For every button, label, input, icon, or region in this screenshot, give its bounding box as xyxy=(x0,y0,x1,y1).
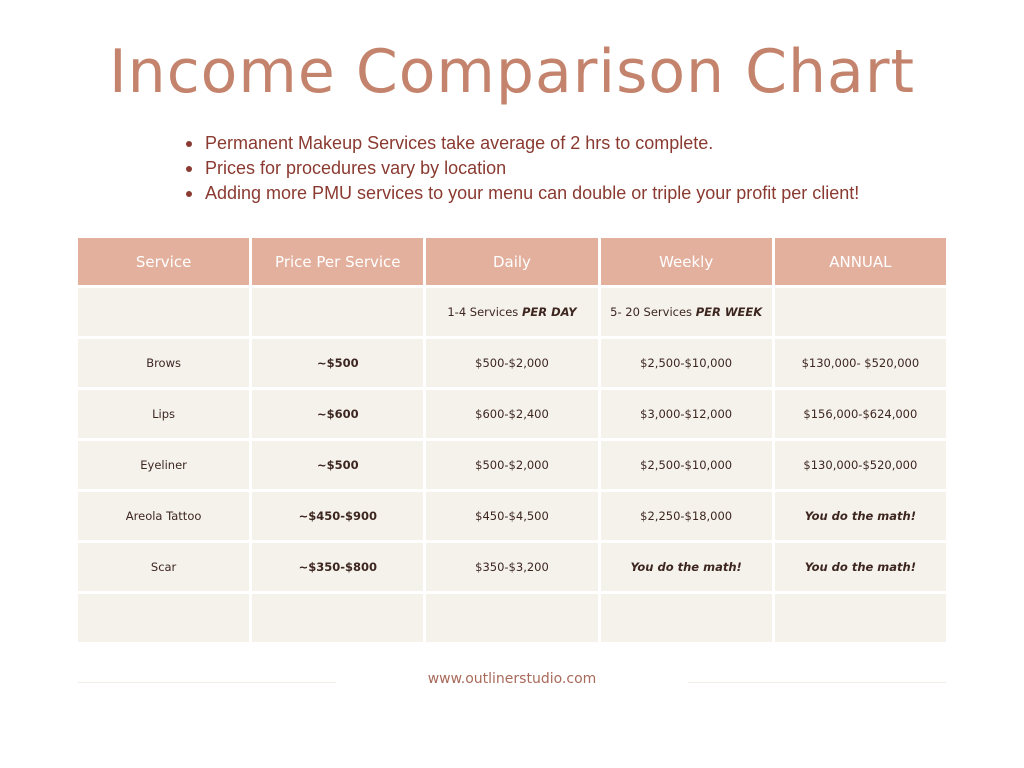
price-cell: ~$450-$900 xyxy=(252,492,423,540)
table-cell xyxy=(78,288,249,336)
header-weekly: Weekly xyxy=(601,238,772,285)
service-cell: Areola Tattoo xyxy=(78,492,249,540)
price-cell: ~$500 xyxy=(252,339,423,387)
service-cell: Eyeliner xyxy=(78,441,249,489)
table-row xyxy=(78,390,946,438)
income-table xyxy=(75,235,949,645)
header-service: Service xyxy=(78,238,249,285)
page-title: Income Comparison Chart xyxy=(108,37,916,107)
weekly-note-emphasis: PER WEEK xyxy=(695,305,763,319)
table-cell xyxy=(252,594,423,642)
list-item: Adding more PMU services to your menu can double or triple your profit per client! xyxy=(186,181,859,206)
website-link[interactable]: www.outlinerstudio.com xyxy=(427,671,597,687)
service-cell: Scar xyxy=(78,543,249,591)
service-cell: Brows xyxy=(78,339,249,387)
weekly-cell: You do the math! xyxy=(601,543,772,591)
daily-cell: $600-$2,400 xyxy=(426,390,597,438)
price-cell: ~$600 xyxy=(252,390,423,438)
daily-cell: $350-$3,200 xyxy=(426,543,597,591)
daily-cell: $450-$4,500 xyxy=(426,492,597,540)
annual-cell: $156,000-$624,000 xyxy=(775,390,946,438)
table-empty-row xyxy=(78,594,946,642)
notes-list xyxy=(186,131,859,206)
table-cell xyxy=(426,594,597,642)
table-cell xyxy=(78,594,249,642)
weekly-cell: $2,250-$18,000 xyxy=(601,492,772,540)
weekly-cell: $2,500-$10,000 xyxy=(601,339,772,387)
table-cell xyxy=(775,288,946,336)
daily-note-emphasis: PER DAY xyxy=(521,305,577,319)
table-cell xyxy=(601,594,772,642)
price-cell: ~$350-$800 xyxy=(252,543,423,591)
list-item: Permanent Makeup Services take average of 2 hrs to complete. xyxy=(186,131,859,156)
table-cell xyxy=(775,594,946,642)
annual-cell: You do the math! xyxy=(775,492,946,540)
annual-cell: $130,000-$520,000 xyxy=(775,441,946,489)
price-cell: ~$500 xyxy=(252,441,423,489)
table-row xyxy=(78,339,946,387)
weekly-cell: $3,000-$12,000 xyxy=(601,390,772,438)
table-header-row xyxy=(78,238,946,285)
service-cell: Lips xyxy=(78,390,249,438)
weekly-note-prefix: 5- 20 Services xyxy=(610,305,696,319)
header-annual: ANNUAL xyxy=(775,238,946,285)
weekly-cell: $2,500-$10,000 xyxy=(601,441,772,489)
weekly-note xyxy=(601,288,772,336)
annual-cell: $130,000- $520,000 xyxy=(775,339,946,387)
daily-cell: $500-$2,000 xyxy=(426,339,597,387)
daily-note xyxy=(426,288,597,336)
table-cell xyxy=(252,288,423,336)
header-price: Price Per Service xyxy=(252,238,423,285)
table-subheader-row xyxy=(78,288,946,336)
daily-cell: $500-$2,000 xyxy=(426,441,597,489)
table-row xyxy=(78,492,946,540)
annual-cell: You do the math! xyxy=(775,543,946,591)
header-daily: Daily xyxy=(426,238,597,285)
daily-note-prefix: 1-4 Services xyxy=(447,305,522,319)
table-row xyxy=(78,543,946,591)
table-row xyxy=(78,441,946,489)
list-item: Prices for procedures vary by location xyxy=(186,156,859,181)
